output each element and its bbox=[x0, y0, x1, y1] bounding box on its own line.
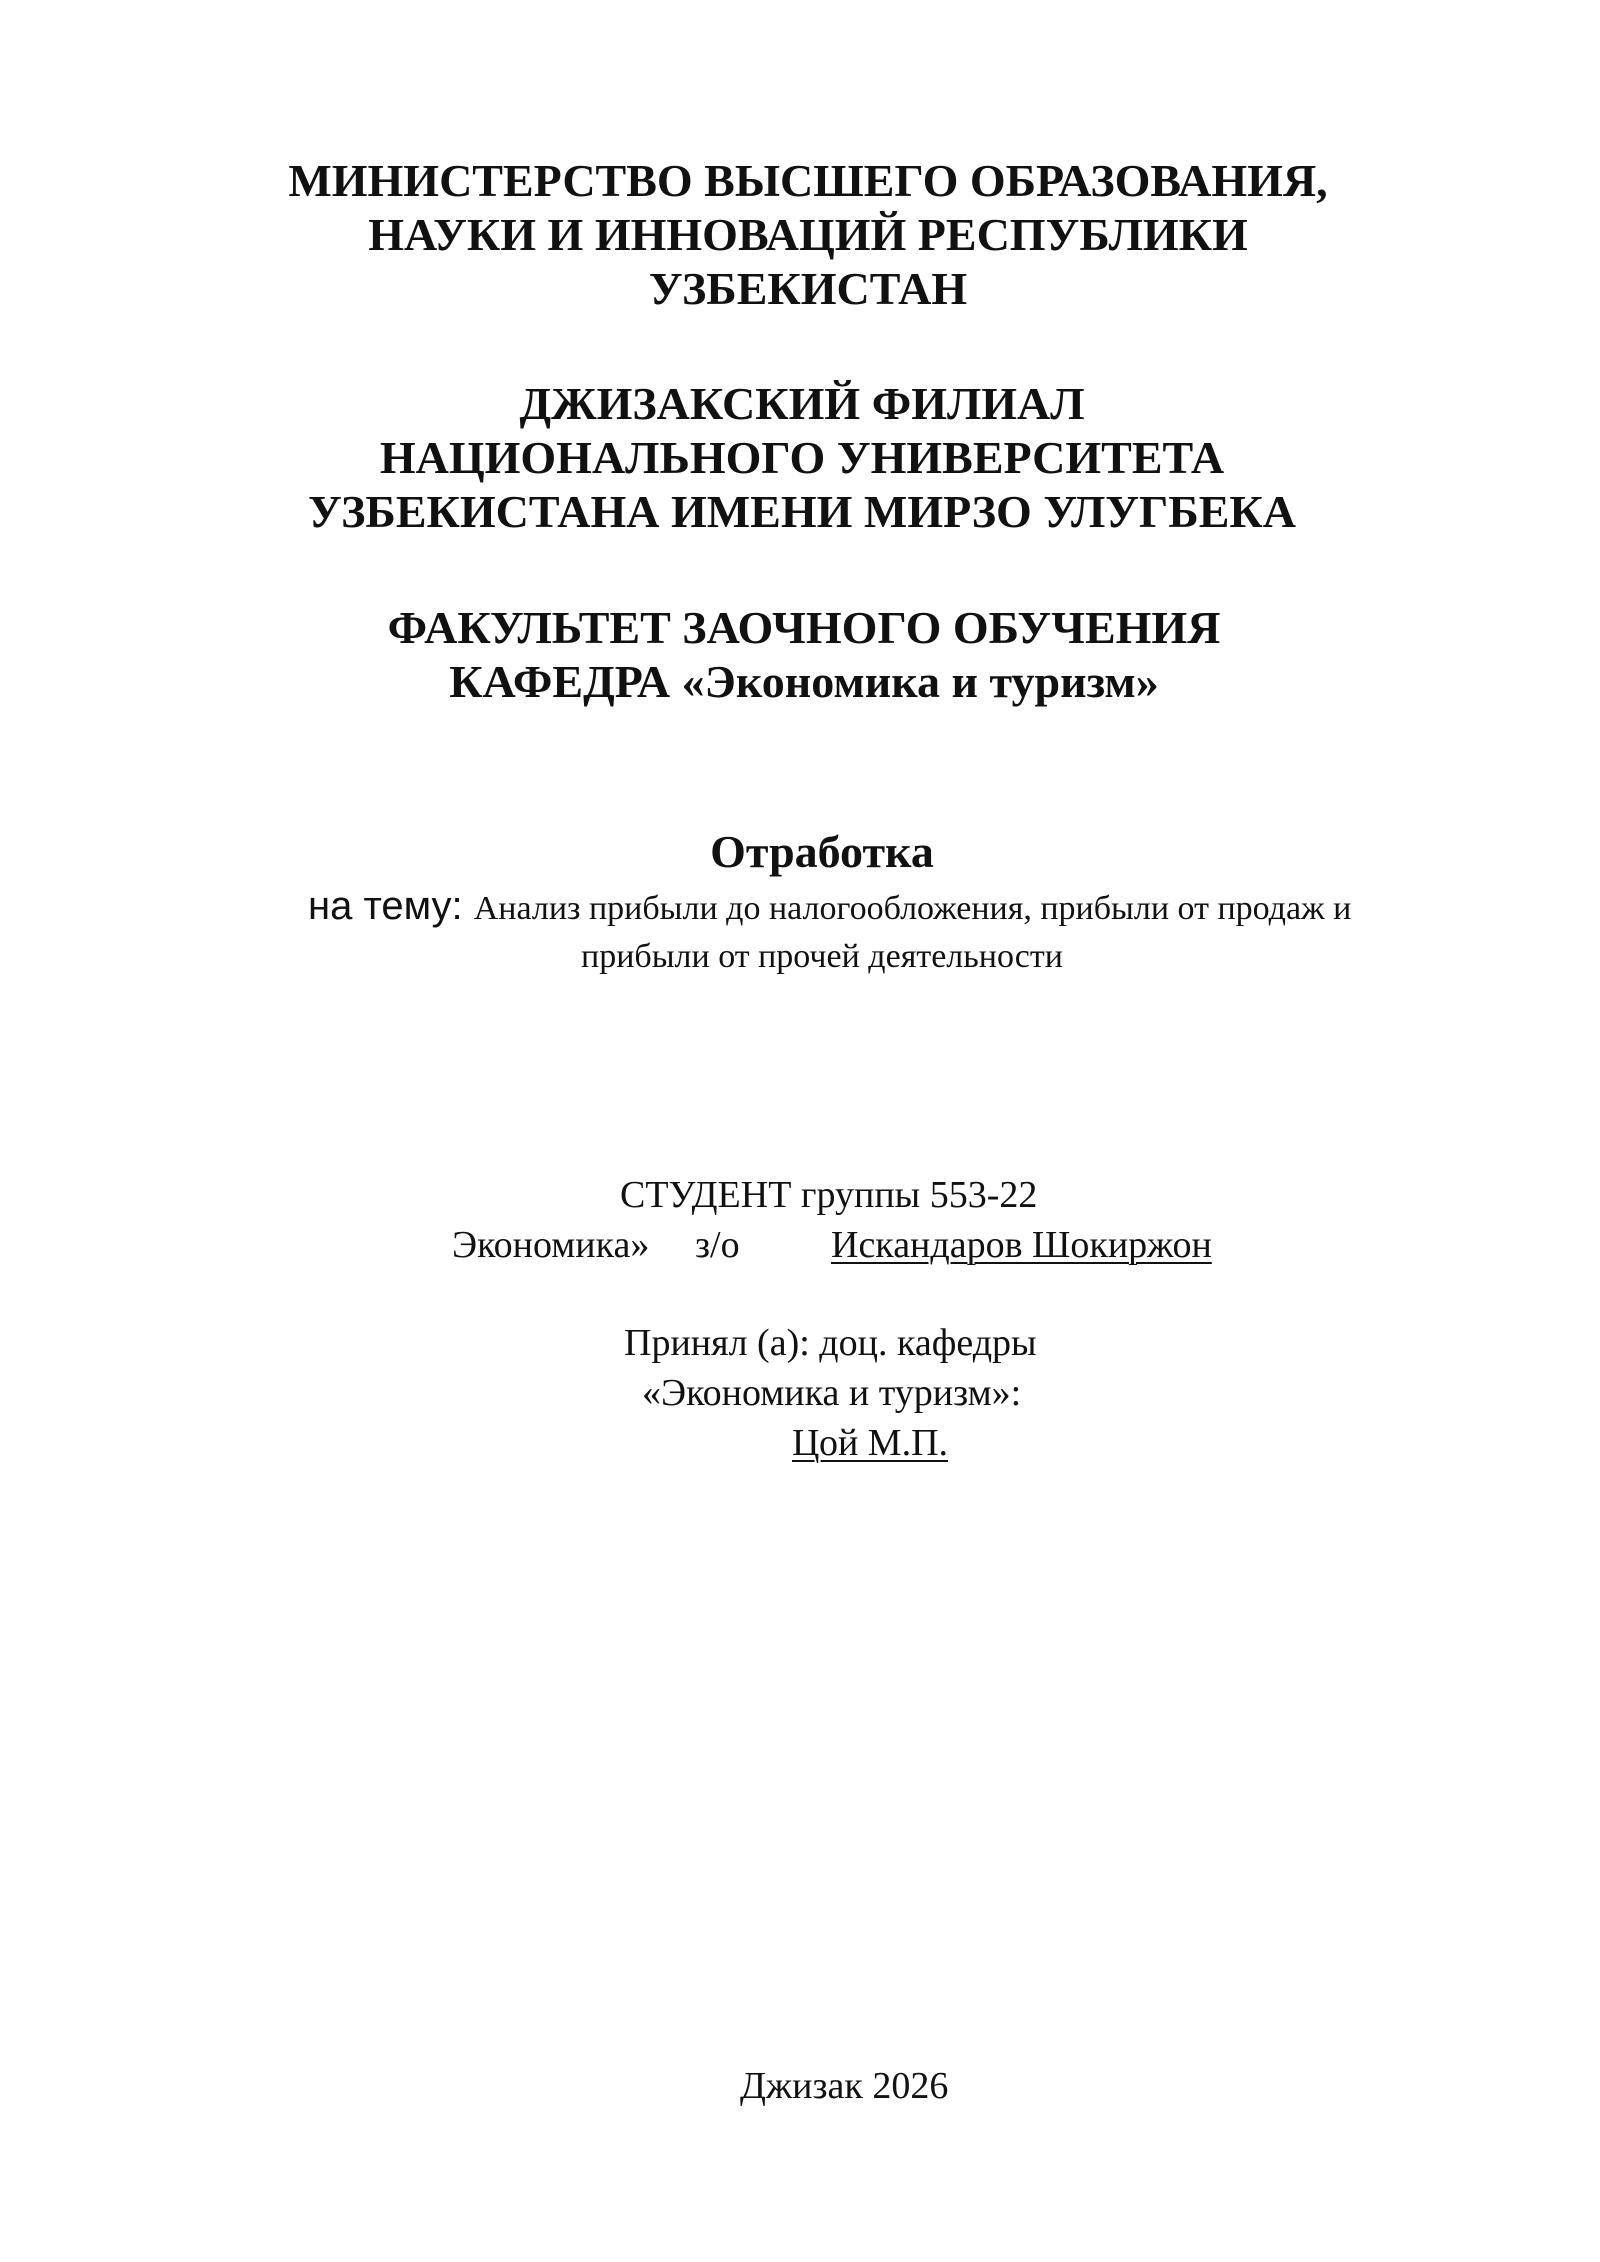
student-study-form: з/о bbox=[695, 1224, 740, 1266]
student-name: Искандаров Шокиржон bbox=[831, 1224, 1212, 1266]
reviewer-name: Цой М.П. bbox=[792, 1422, 949, 1464]
branch-line-3: УЗБЕКИСТАНА ИМЕНИ МИРЗО УЛУГБЕКА bbox=[307, 486, 1296, 537]
branch-line-2: НАЦИОНАЛЬНОГО УНИВЕРСИТЕТА bbox=[379, 432, 1225, 483]
branch-heading bbox=[2, 377, 1600, 539]
topic-prefix: на тему: bbox=[308, 884, 474, 928]
ministry-line-2: НАУКИ И ИННОВАЦИЙ РЕСПУБЛИКИ bbox=[368, 209, 1248, 260]
student-group: СТУДЕНТ группы 553-22 bbox=[620, 1174, 1038, 1216]
reviewer-department: «Экономика и туризм»: bbox=[642, 1372, 1022, 1414]
topic-line-1: Анализ прибыли до налогообложения, прибыли от продаж и bbox=[473, 890, 1352, 927]
student-specialty: Экономика» bbox=[452, 1224, 650, 1266]
reviewer-position: Принял (а): доц. кафедры bbox=[624, 1322, 1037, 1364]
department-name: КАФЕДРА «Экономика и туризм» bbox=[449, 656, 1159, 707]
topic-line-2: прибыли от прочей деятельности bbox=[581, 938, 1063, 975]
work-title: Отработка bbox=[710, 826, 934, 877]
faculty-name: ФАКУЛЬТЕТ ЗАОЧНОГО ОБУЧЕНИЯ bbox=[387, 602, 1221, 653]
city-year: Джизак 2026 bbox=[740, 2065, 949, 2107]
work-topic bbox=[308, 882, 1508, 981]
ministry-line-3: УЗБЕКИСТАН bbox=[648, 263, 968, 314]
ministry-heading bbox=[8, 154, 1600, 316]
faculty-heading bbox=[4, 601, 1600, 709]
ministry-line-1: МИНИСТЕРСТВО ВЫСШЕГО ОБРАЗОВАНИЯ, bbox=[288, 155, 1328, 206]
branch-line-1: ДЖИЗАКСКИЙ ФИЛИАЛ bbox=[519, 378, 1085, 429]
